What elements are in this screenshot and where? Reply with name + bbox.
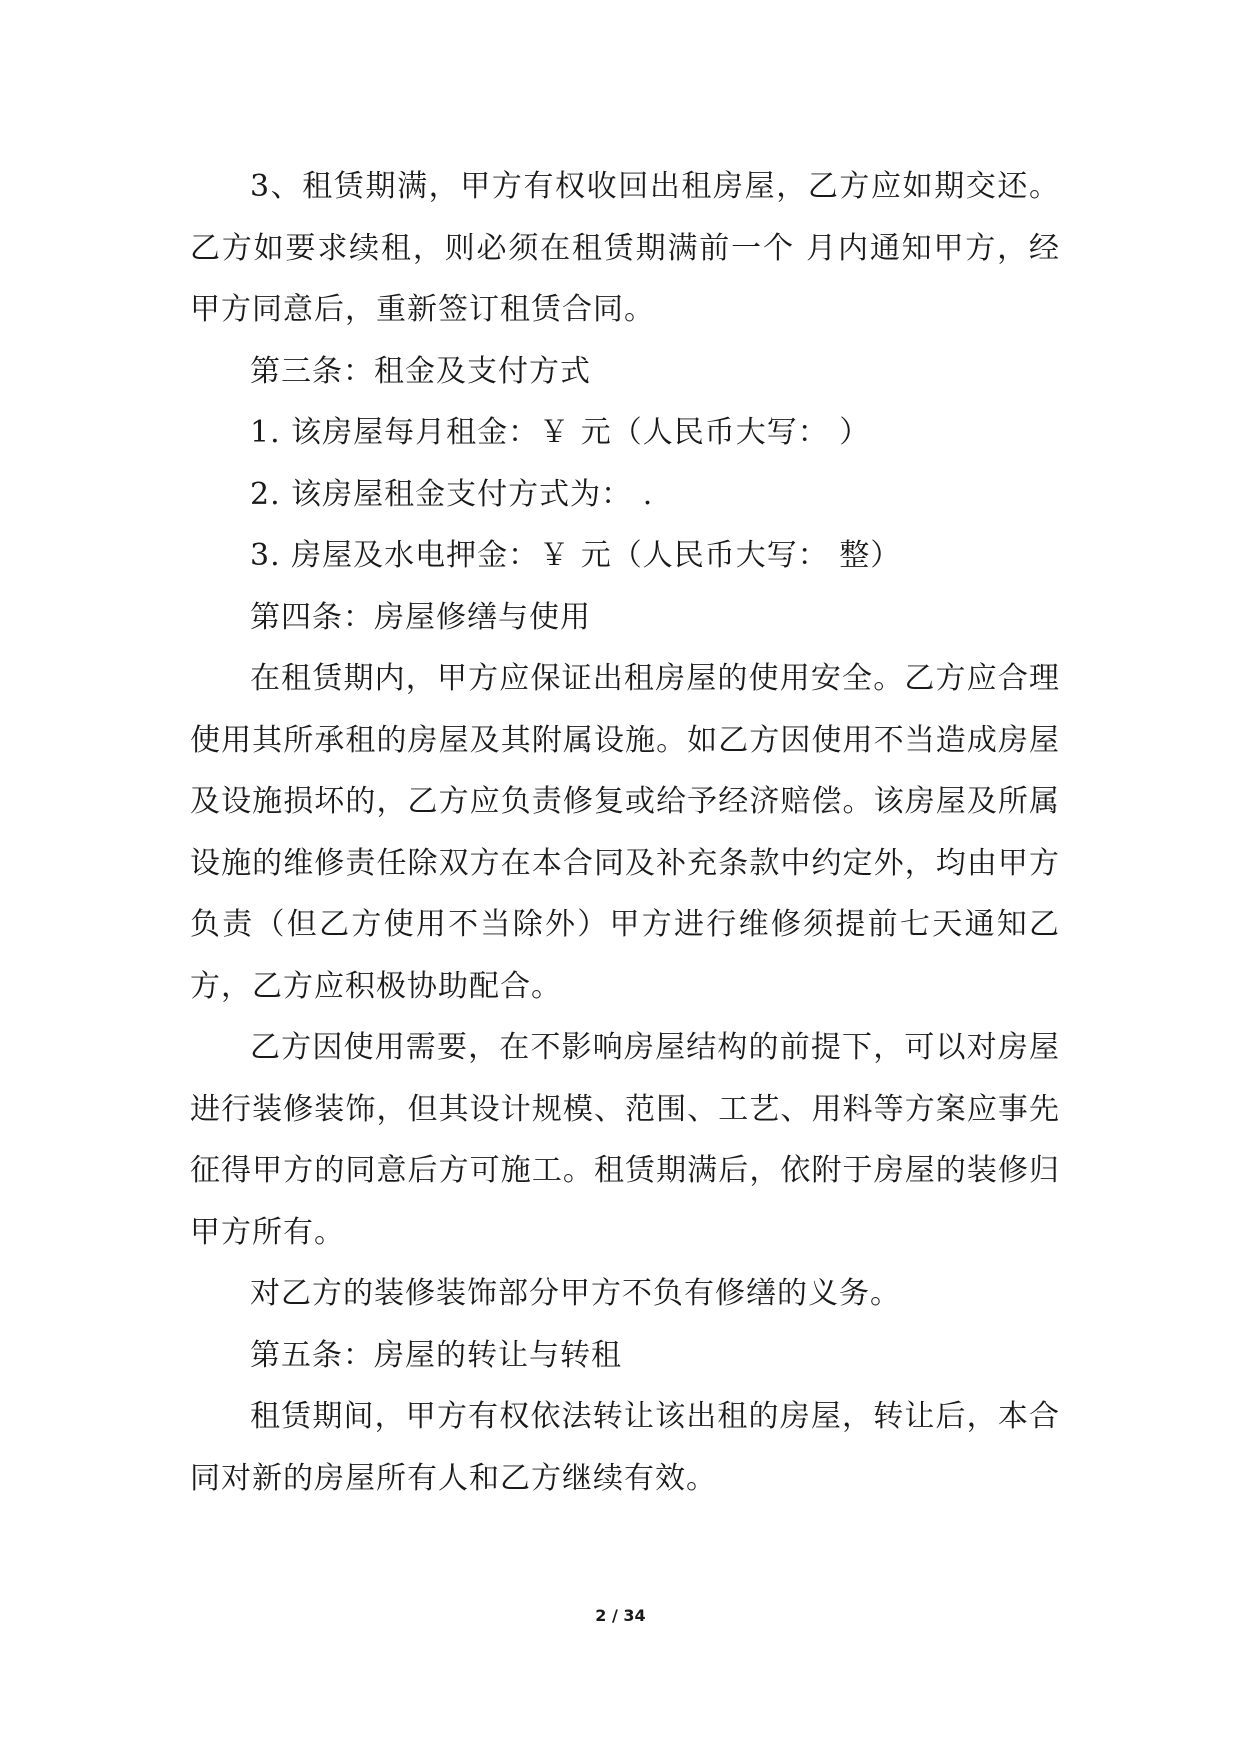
section-heading-article-4: 第四条：房屋修缮与使用 — [250, 599, 591, 635]
paragraph-lease-expiry: 3、租赁期满，甲方有权收回出租房屋，乙方应如期交还。乙方如要求续租，则必须在租赁期满前一个 月内通知甲方，经甲方同意后，重新签订租赁合同。 — [190, 169, 1060, 327]
paragraph-decoration-repair: 对乙方的装修装饰部分甲方不负有修缮的义务。 — [250, 1276, 901, 1311]
paragraph-payment-method: 2. 该房屋租金支付方式为： . — [250, 476, 654, 512]
page-number: 2 / 34 — [595, 1606, 646, 1625]
section-heading-article-3: 第三条：租金及支付方式 — [250, 353, 591, 389]
paragraph-repair-obligations: 在租赁期内，甲方应保证出租房屋的使用安全。乙方应合理使用其所承租的房屋及其附属设施。如乙方因使用不当造成房屋及设施损坏的，乙方应负责修复或给予经济赔偿。该房屋及所属设施的维修责任除双方在本合同及补充条款中约定外，均由甲方负责（但乙方使用不当除外）甲方进行维修须提前七天通知乙方，乙方应积极协助配合。 — [190, 661, 1060, 1004]
paragraph-transfer: 租赁期间，甲方有权依法转让该出租的房屋，转让后，本合同对新的房屋所有人和乙方继续有效。 — [190, 1399, 1060, 1496]
document-body — [190, 156, 1060, 1509]
paragraph-deposit: 3. 房屋及水电押金：￥ 元（人民币大写： 整） — [250, 538, 902, 573]
paragraph-monthly-rent: 1. 该房屋每月租金：￥ 元（人民币大写： ） — [250, 415, 871, 450]
section-heading-article-5: 第五条：房屋的转让与转租 — [250, 1337, 622, 1373]
paragraph-decoration: 乙方因使用需要，在不影响房屋结构的前提下，可以对房屋进行装修装饰，但其设计规模、范围、工艺、用料等方案应事先征得甲方的同意后方可施工。租赁期满后，依附于房屋的装修归甲方所有。 — [190, 1030, 1060, 1250]
